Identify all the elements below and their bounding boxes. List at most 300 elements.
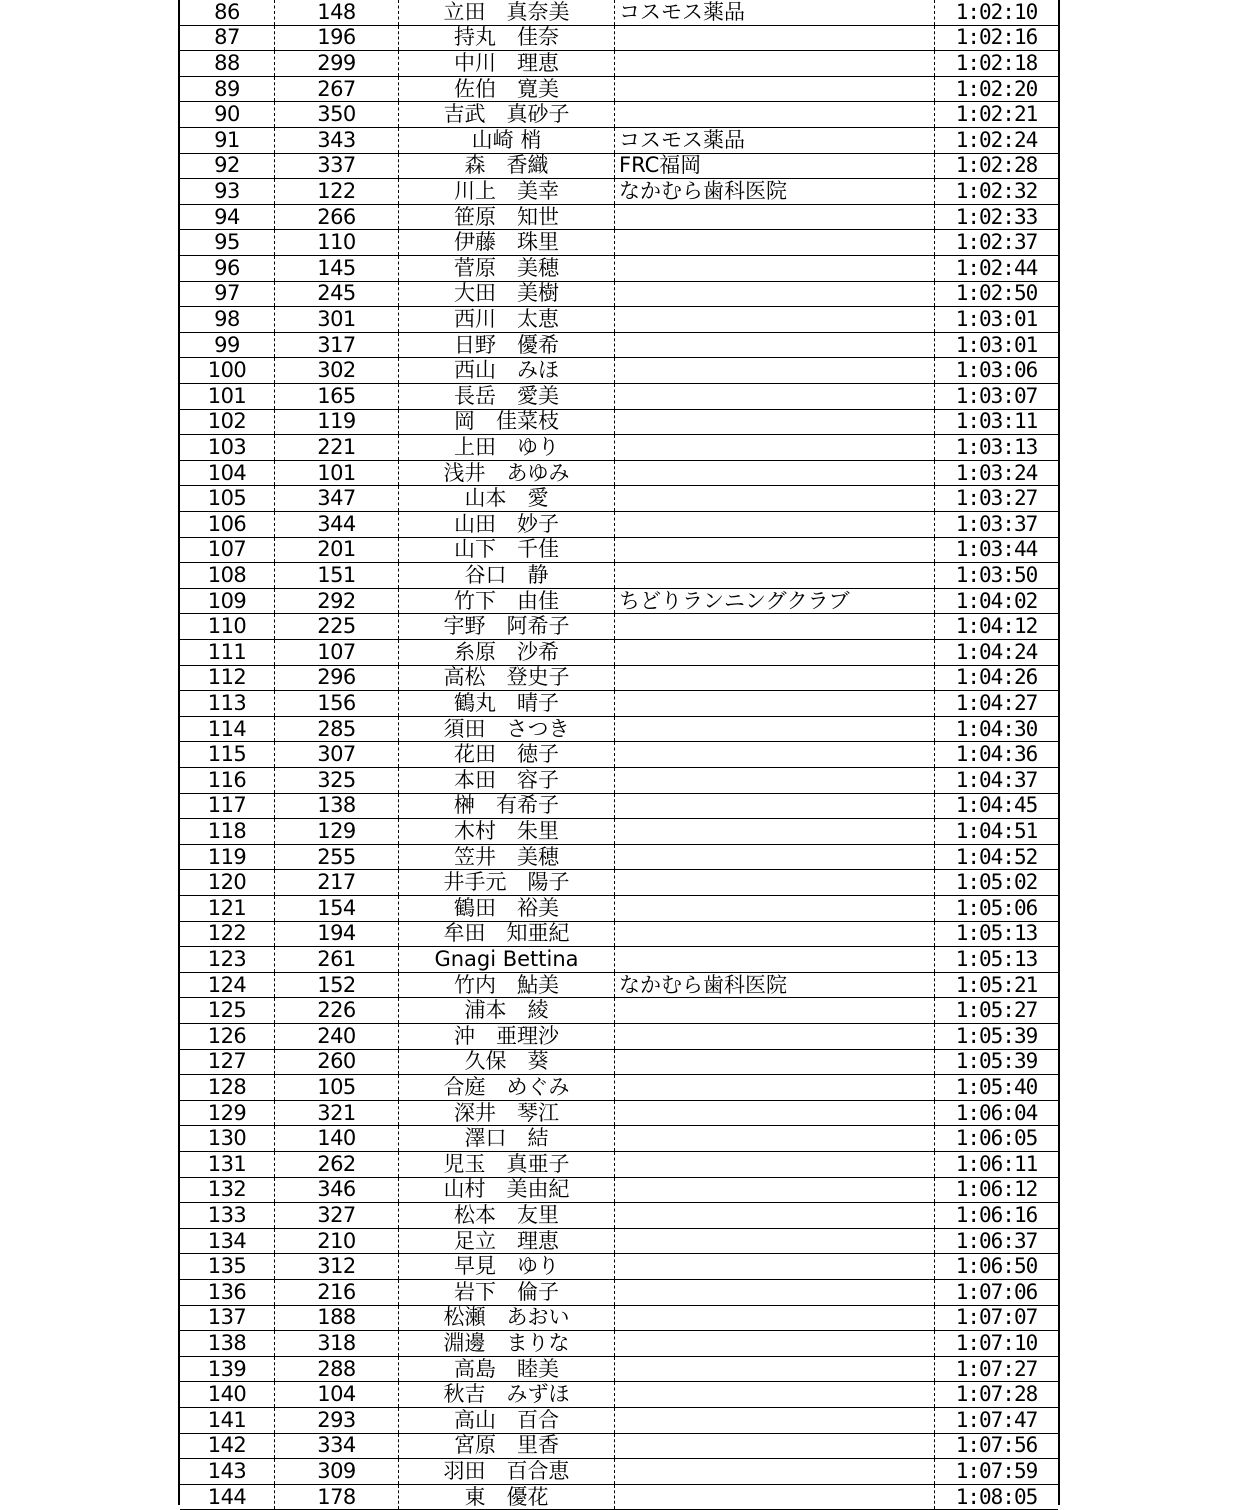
table-row [180, 947, 1058, 973]
bib-cell: 201 [274, 538, 398, 563]
rank-cell: 113 [207, 691, 247, 715]
rank-cell: 87 [214, 25, 240, 50]
bib-cell: 104 [274, 1382, 398, 1407]
time-cell: 1:03:07 [934, 384, 1058, 409]
name-cell: 笠井 美穂 [398, 845, 614, 870]
time-cell: 1:03:13 [934, 435, 1058, 460]
table-row [180, 1178, 1058, 1204]
rank-cell: 86 [214, 0, 240, 24]
team-cell [614, 358, 934, 383]
team-cell [614, 282, 934, 307]
bib-cell: 346 [274, 1178, 398, 1203]
bib-cell: 110 [274, 230, 398, 255]
rank-cell: 103 [207, 435, 247, 459]
rank-cell: 89 [214, 76, 240, 101]
time-cell: 1:02:18 [934, 51, 1058, 76]
table-row [180, 102, 1058, 128]
rank-cell: 88 [214, 51, 240, 75]
team-cell [614, 640, 934, 665]
table-row [180, 77, 1058, 103]
table-row [180, 589, 1058, 615]
table-row [180, 410, 1058, 436]
team-cell [614, 538, 934, 563]
rank-cell: 105 [207, 486, 247, 511]
team-cell [614, 1203, 934, 1228]
name-cell: 吉武 真砂子 [398, 102, 614, 127]
bib-cell: 288 [274, 1357, 398, 1382]
team-cell [614, 461, 934, 486]
table-row [180, 1203, 1058, 1229]
team-cell [614, 77, 934, 102]
team-cell: コスモス薬品 [614, 0, 934, 25]
name-cell: 澤口 結 [398, 1126, 614, 1151]
table-row [180, 640, 1058, 666]
time-cell: 1:06:04 [934, 1101, 1058, 1126]
name-cell: 合庭 めぐみ [398, 1075, 614, 1100]
table-row [180, 1024, 1058, 1050]
name-cell: 大田 美樹 [398, 282, 614, 307]
table-row [180, 230, 1058, 256]
team-cell [614, 1331, 934, 1356]
rank-cell: 144 [207, 1484, 247, 1509]
team-cell [614, 742, 934, 767]
rank-cell: 98 [214, 307, 240, 331]
table-row [180, 1357, 1058, 1383]
time-cell: 1:06:37 [934, 1229, 1058, 1254]
team-cell [614, 870, 934, 895]
name-cell: 松瀬 あおい [398, 1306, 614, 1331]
team-cell [614, 922, 934, 947]
name-cell: 竹内 鮎美 [398, 973, 614, 998]
name-cell: 須田 さつき [398, 717, 614, 742]
name-cell: 秋吉 みずほ [398, 1382, 614, 1407]
rank-cell: 99 [214, 332, 240, 357]
table-row [180, 1331, 1058, 1357]
bib-cell: 327 [274, 1203, 398, 1228]
bib-cell: 225 [274, 614, 398, 639]
bib-cell: 307 [274, 742, 398, 767]
rank-cell: 123 [207, 947, 247, 971]
rank-cell: 136 [207, 1280, 247, 1304]
table-row [180, 1229, 1058, 1255]
rank-cell: 132 [207, 1177, 247, 1202]
team-cell [614, 1178, 934, 1203]
time-cell: 1:06:50 [934, 1254, 1058, 1279]
bib-cell: 285 [274, 717, 398, 742]
team-cell [614, 1485, 934, 1510]
bib-cell: 148 [274, 0, 398, 25]
rank-cell: 133 [207, 1203, 247, 1227]
name-cell: 沖 亜理沙 [398, 1024, 614, 1049]
team-cell [614, 1050, 934, 1075]
time-cell: 1:04:37 [934, 768, 1058, 793]
rank-cell: 139 [207, 1356, 247, 1381]
bib-cell: 293 [274, 1408, 398, 1433]
bib-cell: 188 [274, 1306, 398, 1331]
table-row [180, 26, 1058, 52]
name-cell: 山村 美由紀 [398, 1178, 614, 1203]
time-cell: 1:06:16 [934, 1203, 1058, 1228]
rank-cell: 127 [207, 1049, 247, 1074]
bib-cell: 255 [274, 845, 398, 870]
bib-cell: 119 [274, 410, 398, 435]
bib-cell: 101 [274, 461, 398, 486]
rank-cell: 102 [207, 409, 247, 434]
team-cell [614, 896, 934, 921]
table-row [180, 358, 1058, 384]
table-row [180, 1101, 1058, 1127]
rank-cell: 121 [207, 896, 247, 920]
name-cell: 鶴田 裕美 [398, 896, 614, 921]
rank-cell: 119 [207, 844, 247, 869]
table-row [180, 563, 1058, 589]
team-cell [614, 1408, 934, 1433]
name-cell: 児玉 真亜子 [398, 1152, 614, 1177]
team-cell [614, 410, 934, 435]
time-cell: 1:05:40 [934, 1075, 1058, 1100]
table-row [180, 845, 1058, 871]
rank-cell: 114 [207, 716, 247, 741]
bib-cell: 301 [274, 307, 398, 332]
table-row [180, 538, 1058, 564]
bib-cell: 266 [274, 205, 398, 230]
table-row [180, 973, 1058, 999]
table-row [180, 1459, 1058, 1485]
time-cell: 1:07:56 [934, 1434, 1058, 1459]
name-cell: 上田 ゆり [398, 435, 614, 460]
bib-cell: 240 [274, 1024, 398, 1049]
time-cell: 1:08:05 [934, 1485, 1058, 1510]
bib-cell: 245 [274, 282, 398, 307]
table-row [180, 998, 1058, 1024]
team-cell [614, 1280, 934, 1305]
time-cell: 1:02:20 [934, 77, 1058, 102]
team-cell: コスモス薬品 [614, 128, 934, 153]
time-cell: 1:02:50 [934, 282, 1058, 307]
rank-cell: 134 [207, 1228, 247, 1253]
name-cell: 高山 百合 [398, 1408, 614, 1433]
bib-cell: 261 [274, 947, 398, 972]
rank-cell: 120 [207, 870, 247, 895]
time-cell: 1:04:52 [934, 845, 1058, 870]
bib-cell: 334 [274, 1434, 398, 1459]
bib-cell: 267 [274, 77, 398, 102]
team-cell [614, 614, 934, 639]
time-cell: 1:05:27 [934, 998, 1058, 1023]
bib-cell: 156 [274, 691, 398, 716]
team-cell [614, 1152, 934, 1177]
table-row [180, 1485, 1058, 1510]
time-cell: 1:04:27 [934, 691, 1058, 716]
name-cell: 竹下 由佳 [398, 589, 614, 614]
rank-cell: 101 [207, 384, 247, 408]
name-cell: 松本 友里 [398, 1203, 614, 1228]
rank-cell: 125 [207, 998, 247, 1023]
name-cell: 井手元 陽子 [398, 870, 614, 895]
table-row [180, 384, 1058, 410]
name-cell: 伊藤 珠里 [398, 230, 614, 255]
team-cell [614, 1382, 934, 1407]
time-cell: 1:03:50 [934, 563, 1058, 588]
table-row [180, 205, 1058, 231]
table-row [180, 512, 1058, 538]
bib-cell: 312 [274, 1254, 398, 1279]
bib-cell: 151 [274, 563, 398, 588]
table-row [180, 794, 1058, 820]
time-cell: 1:04:30 [934, 717, 1058, 742]
team-cell [614, 1434, 934, 1459]
time-cell: 1:04:24 [934, 640, 1058, 665]
table-row [180, 1408, 1058, 1434]
name-cell: 羽田 百合恵 [398, 1459, 614, 1484]
name-cell: 山本 愛 [398, 486, 614, 511]
table-row [180, 179, 1058, 205]
team-cell: FRC福岡 [614, 154, 934, 179]
team-cell [614, 794, 934, 819]
table-row [180, 1050, 1058, 1076]
name-cell: 浅井 あゆみ [398, 461, 614, 486]
name-cell: 日野 優希 [398, 333, 614, 358]
team-cell: なかむら歯科医院 [614, 179, 934, 204]
name-cell: 高松 登史子 [398, 666, 614, 691]
rank-cell: 130 [207, 1126, 247, 1151]
rank-cell: 97 [214, 281, 240, 306]
time-cell: 1:05:21 [934, 973, 1058, 998]
bib-cell: 138 [274, 794, 398, 819]
time-cell: 1:03:11 [934, 410, 1058, 435]
time-cell: 1:02:28 [934, 154, 1058, 179]
time-cell: 1:03:01 [934, 307, 1058, 332]
rank-cell: 138 [207, 1331, 247, 1355]
time-cell: 1:03:24 [934, 461, 1058, 486]
time-cell: 1:07:07 [934, 1306, 1058, 1331]
table-row [180, 819, 1058, 845]
table-row [180, 154, 1058, 180]
bib-cell: 129 [274, 819, 398, 844]
table-row [180, 307, 1058, 333]
time-cell: 1:05:06 [934, 896, 1058, 921]
table-row [180, 435, 1058, 461]
team-cell [614, 1459, 934, 1484]
name-cell: 久保 葵 [398, 1050, 614, 1075]
time-cell: 1:06:12 [934, 1178, 1058, 1203]
time-cell: 1:05:02 [934, 870, 1058, 895]
team-cell [614, 819, 934, 844]
time-cell: 1:02:16 [934, 26, 1058, 51]
name-cell: 西川 太恵 [398, 307, 614, 332]
table-row [180, 691, 1058, 717]
name-cell: 山崎 梢 [398, 128, 614, 153]
table-row [180, 717, 1058, 743]
bib-cell: 299 [274, 51, 398, 76]
rank-cell: 109 [207, 588, 247, 613]
bib-cell: 107 [274, 640, 398, 665]
team-cell: なかむら歯科医院 [614, 973, 934, 998]
name-cell: 浦本 綾 [398, 998, 614, 1023]
table-row [180, 614, 1058, 640]
rank-cell: 117 [207, 793, 247, 818]
table-row [180, 1126, 1058, 1152]
team-cell [614, 51, 934, 76]
name-cell: 笹原 知世 [398, 205, 614, 230]
time-cell: 1:03:37 [934, 512, 1058, 537]
bib-cell: 321 [274, 1101, 398, 1126]
name-cell: 山下 千佳 [398, 538, 614, 563]
rank-cell: 124 [207, 972, 247, 997]
bib-cell: 217 [274, 870, 398, 895]
time-cell: 1:05:13 [934, 922, 1058, 947]
rank-cell: 141 [207, 1408, 247, 1432]
time-cell: 1:02:33 [934, 205, 1058, 230]
rank-cell: 107 [207, 537, 247, 562]
time-cell: 1:04:45 [934, 794, 1058, 819]
rank-cell: 95 [214, 230, 240, 255]
team-cell [614, 307, 934, 332]
time-cell: 1:04:51 [934, 819, 1058, 844]
bib-cell: 122 [274, 179, 398, 204]
name-cell: 山田 妙子 [398, 512, 614, 537]
table-row [180, 461, 1058, 487]
table-row [180, 896, 1058, 922]
name-cell: 立田 真奈美 [398, 0, 614, 25]
table-row [180, 1306, 1058, 1332]
name-cell: 高島 睦美 [398, 1357, 614, 1382]
rank-cell: 131 [207, 1152, 247, 1176]
rank-cell: 126 [207, 1024, 247, 1048]
name-cell: 宮原 里香 [398, 1434, 614, 1459]
time-cell: 1:03:06 [934, 358, 1058, 383]
table-row [180, 870, 1058, 896]
time-cell: 1:02:37 [934, 230, 1058, 255]
table-row [180, 922, 1058, 948]
name-cell: 持丸 佳奈 [398, 26, 614, 51]
bib-cell: 337 [274, 154, 398, 179]
time-cell: 1:06:05 [934, 1126, 1058, 1151]
time-cell: 1:02:32 [934, 179, 1058, 204]
bib-cell: 350 [274, 102, 398, 127]
team-cell [614, 486, 934, 511]
table-row [180, 742, 1058, 768]
rank-cell: 90 [214, 102, 240, 127]
bib-cell: 210 [274, 1229, 398, 1254]
bib-cell: 216 [274, 1280, 398, 1305]
bib-cell: 154 [274, 896, 398, 921]
team-cell [614, 384, 934, 409]
bib-cell: 226 [274, 998, 398, 1023]
bib-cell: 318 [274, 1331, 398, 1356]
rank-cell: 143 [207, 1459, 247, 1483]
bib-cell: 140 [274, 1126, 398, 1151]
name-cell: 鶴丸 晴子 [398, 691, 614, 716]
rank-cell: 128 [207, 1075, 247, 1099]
name-cell: 東 優花 [398, 1485, 614, 1510]
rank-cell: 116 [207, 768, 247, 792]
rank-cell: 96 [214, 256, 240, 280]
rank-cell: 142 [207, 1433, 247, 1458]
name-cell: 中川 理恵 [398, 51, 614, 76]
team-cell [614, 1024, 934, 1049]
rank-cell: 94 [214, 204, 240, 229]
name-cell: 淵邊 まりな [398, 1331, 614, 1356]
table-row [180, 486, 1058, 512]
results-table [178, 0, 1060, 1509]
name-cell: 菅原 美穂 [398, 256, 614, 281]
bib-cell: 260 [274, 1050, 398, 1075]
name-cell: 岩下 倫子 [398, 1280, 614, 1305]
bib-cell: 196 [274, 26, 398, 51]
time-cell: 1:03:01 [934, 333, 1058, 358]
name-cell: 牟田 知亜紀 [398, 922, 614, 947]
name-cell: 長岳 愛美 [398, 384, 614, 409]
table-row [180, 1254, 1058, 1280]
rank-cell: 104 [207, 460, 247, 485]
team-cell [614, 768, 934, 793]
name-cell: 花田 徳子 [398, 742, 614, 767]
team-cell [614, 512, 934, 537]
bib-cell: 343 [274, 128, 398, 153]
table-row [180, 666, 1058, 692]
time-cell: 1:07:10 [934, 1331, 1058, 1356]
name-cell: 岡 佳菜枝 [398, 410, 614, 435]
rank-cell: 110 [207, 614, 247, 639]
bib-cell: 344 [274, 512, 398, 537]
team-cell [614, 256, 934, 281]
name-cell: 宇野 阿希子 [398, 614, 614, 639]
bib-cell: 292 [274, 589, 398, 614]
bib-cell: 317 [274, 333, 398, 358]
time-cell: 1:04:26 [934, 666, 1058, 691]
table-row [180, 1280, 1058, 1306]
time-cell: 1:03:44 [934, 538, 1058, 563]
team-cell [614, 230, 934, 255]
table-row [180, 1382, 1058, 1408]
name-cell: 榊 有希子 [398, 794, 614, 819]
bib-cell: 296 [274, 666, 398, 691]
rank-cell: 135 [207, 1254, 247, 1279]
team-cell: ちどりランニングクラブ [614, 589, 934, 614]
time-cell: 1:02:10 [934, 0, 1058, 25]
time-cell: 1:05:39 [934, 1024, 1058, 1049]
time-cell: 1:04:12 [934, 614, 1058, 639]
name-cell: 木村 朱里 [398, 819, 614, 844]
rank-cell: 111 [207, 640, 247, 664]
bib-cell: 262 [274, 1152, 398, 1177]
table-row [180, 282, 1058, 308]
name-cell: 本田 容子 [398, 768, 614, 793]
team-cell [614, 998, 934, 1023]
rank-cell: 91 [214, 128, 240, 152]
table-row [180, 128, 1058, 154]
table-row [180, 0, 1058, 26]
name-cell: 早見 ゆり [398, 1254, 614, 1279]
team-cell [614, 1126, 934, 1151]
time-cell: 1:06:11 [934, 1152, 1058, 1177]
time-cell: 1:05:13 [934, 947, 1058, 972]
time-cell: 1:07:59 [934, 1459, 1058, 1484]
rank-cell: 108 [207, 563, 247, 587]
team-cell [614, 1254, 934, 1279]
time-cell: 1:02:44 [934, 256, 1058, 281]
name-cell: 森 香織 [398, 154, 614, 179]
team-cell [614, 205, 934, 230]
team-cell [614, 666, 934, 691]
bib-cell: 302 [274, 358, 398, 383]
bib-cell: 165 [274, 384, 398, 409]
bib-cell: 105 [274, 1075, 398, 1100]
time-cell: 1:02:24 [934, 128, 1058, 153]
rank-cell: 137 [207, 1305, 247, 1330]
team-cell [614, 1101, 934, 1126]
